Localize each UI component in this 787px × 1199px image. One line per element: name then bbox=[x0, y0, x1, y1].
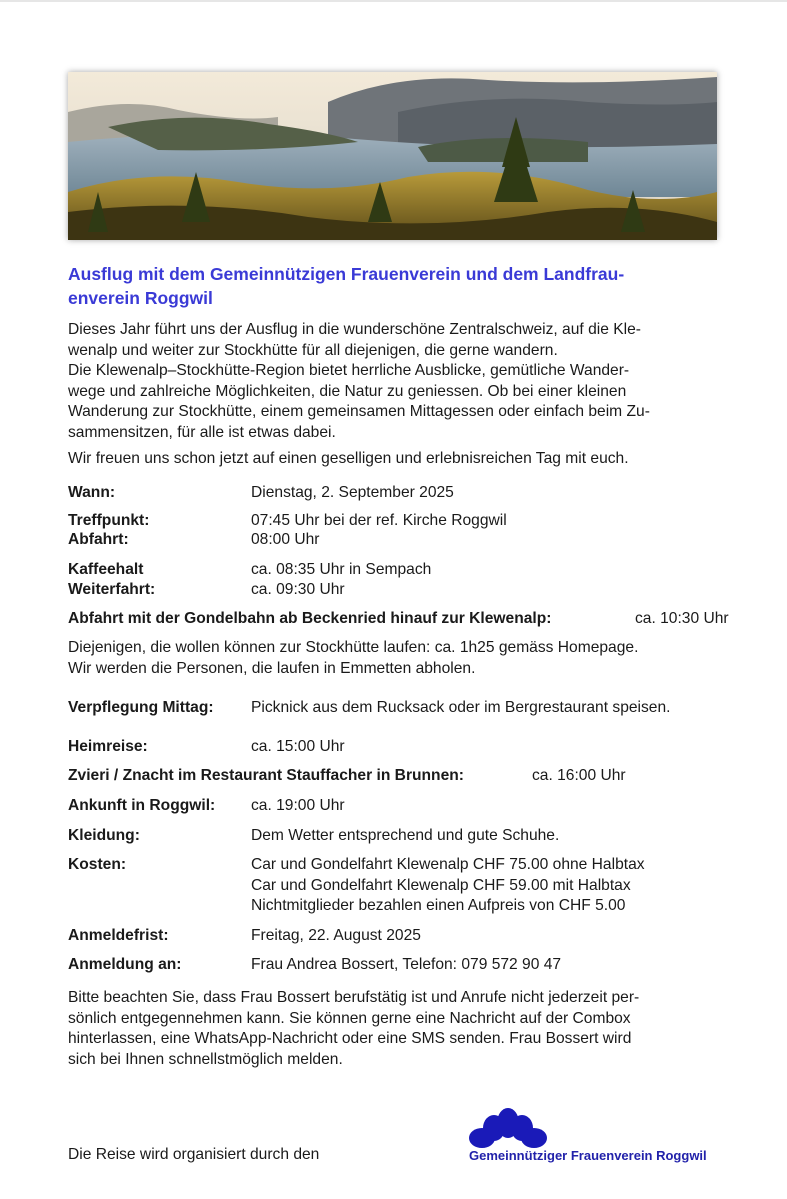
walkers-line: Wir werden die Personen, die laufen in Emmetten abholen. bbox=[68, 659, 476, 677]
value-gondel: ca. 10:30 Uhr bbox=[635, 610, 729, 627]
label-kosten: Kosten: bbox=[68, 856, 127, 873]
intro-line: Die Klewenalp–Stockhütte-Region bietet herrliche Ausblicke, gemütliche Wander- bbox=[68, 362, 630, 379]
label-weiterfahrt: Weiterfahrt: bbox=[68, 581, 156, 598]
title-line-1: Ausflug mit dem Gemeinnützigen Frauenverein und dem Landfrau- bbox=[68, 264, 625, 284]
intro-line: sammensitzen, für alle ist etwas dabei. bbox=[68, 423, 336, 441]
walkers-line: Diejenigen, die wollen können zur Stockhütte laufen: ca. 1h25 gemäss Homepage. bbox=[68, 639, 639, 656]
intro-line: Dieses Jahr führt uns der Ausflug in die wunderschöne Zentralschweiz, auf die Kle- bbox=[68, 321, 641, 338]
landscape-illustration bbox=[68, 72, 717, 240]
label-zvieri: Zvieri / Znacht im Restaurant Stauffacher in Brunnen: bbox=[68, 767, 464, 784]
label-ankunft: Ankunft in Roggwil: bbox=[68, 797, 216, 814]
label-kleidung: Kleidung: bbox=[68, 827, 140, 844]
value-anmeldung: Frau Andrea Bossert, Telefon: 079 572 90 47 bbox=[251, 956, 562, 973]
value-abfahrt: 08:00 Uhr bbox=[251, 531, 320, 548]
label-kaffeehalt: Kaffeehalt bbox=[68, 561, 144, 578]
title-line-2: enverein Roggwil bbox=[68, 288, 213, 308]
value-heimreise: ca. 15:00 Uhr bbox=[251, 738, 345, 755]
notice-line: sönlich entgegennehmen kann. Sie können gerne eine Nachricht auf der Combox bbox=[68, 1009, 631, 1027]
label-heimreise: Heimreise: bbox=[68, 738, 148, 755]
notice-line: sich bei Ihnen schnellstmöglich melden. bbox=[68, 1050, 343, 1068]
value-anmeldefrist: Freitag, 22. August 2025 bbox=[251, 927, 421, 944]
welcome-text: Wir freuen uns schon jetzt auf einen geselligen und erlebnisreichen Tag mit euch. bbox=[68, 450, 629, 467]
label-verpflegung: Verpflegung Mittag: bbox=[68, 699, 214, 716]
label-anmeldefrist: Anmeldefrist: bbox=[68, 927, 169, 944]
value-kaffeehalt: ca. 08:35 Uhr in Sempach bbox=[251, 561, 432, 578]
label-gondel: Abfahrt mit der Gondelbahn ab Beckenried hinauf zur Klewenalp: bbox=[68, 610, 552, 627]
value-kleidung: Dem Wetter entsprechend und gute Schuhe. bbox=[251, 827, 560, 844]
value-kosten-3: Nichtmitglieder bezahlen einen Aufpreis von CHF 5.00 bbox=[251, 897, 626, 914]
org-name: Gemeinnütziger Frauenverein Roggwil bbox=[469, 1148, 707, 1163]
notice-paragraph bbox=[68, 988, 738, 1070]
organized-by-text: Die Reise wird organisiert durch den bbox=[68, 1146, 320, 1163]
notice-line: hinterlassen, eine WhatsApp-Nachricht oder eine SMS senden. Frau Bossert wird bbox=[68, 1030, 632, 1047]
label-anmeldung: Anmeldung an: bbox=[68, 956, 182, 973]
value-ankunft: ca. 19:00 Uhr bbox=[251, 797, 345, 814]
banner-image bbox=[68, 72, 717, 240]
notice-line: Bitte beachten Sie, dass Frau Bossert berufstätig ist und Anrufe nicht jederzeit per- bbox=[68, 989, 640, 1006]
walkers-paragraph bbox=[68, 638, 738, 679]
intro-line: wenalp und weiter zur Stockhütte für all diejenigen, die gerne wandern. bbox=[68, 341, 558, 359]
top-divider bbox=[0, 0, 787, 2]
page-title bbox=[68, 262, 728, 310]
value-kosten-1: Car und Gondelfahrt Klewenalp CHF 75.00 ohne Halbtax bbox=[251, 856, 645, 873]
value-verpflegung: Picknick aus dem Rucksack oder im Bergrestaurant speisen. bbox=[251, 699, 671, 716]
intro-line: wege und zahlreiche Möglichkeiten, die Natur zu geniessen. Ob bei einer kleinen bbox=[68, 382, 627, 400]
value-zvieri: ca. 16:00 Uhr bbox=[532, 767, 626, 784]
label-wann: Wann: bbox=[68, 484, 116, 501]
intro-line: Wanderung zur Stockhütte, einem gemeinsamen Mittagessen oder einfach beim Zu- bbox=[68, 403, 650, 420]
intro-paragraph bbox=[68, 320, 738, 443]
org-logo-icon bbox=[468, 1106, 548, 1150]
label-abfahrt: Abfahrt: bbox=[68, 531, 129, 548]
label-treffpunkt: Treffpunkt: bbox=[68, 512, 150, 529]
value-treffpunkt: 07:45 Uhr bei der ref. Kirche Roggwil bbox=[251, 512, 507, 529]
value-weiterfahrt: ca. 09:30 Uhr bbox=[251, 581, 345, 598]
value-wann: Dienstag, 2. September 2025 bbox=[251, 484, 454, 501]
value-kosten-2: Car und Gondelfahrt Klewenalp CHF 59.00 mit Halbtax bbox=[251, 877, 631, 894]
